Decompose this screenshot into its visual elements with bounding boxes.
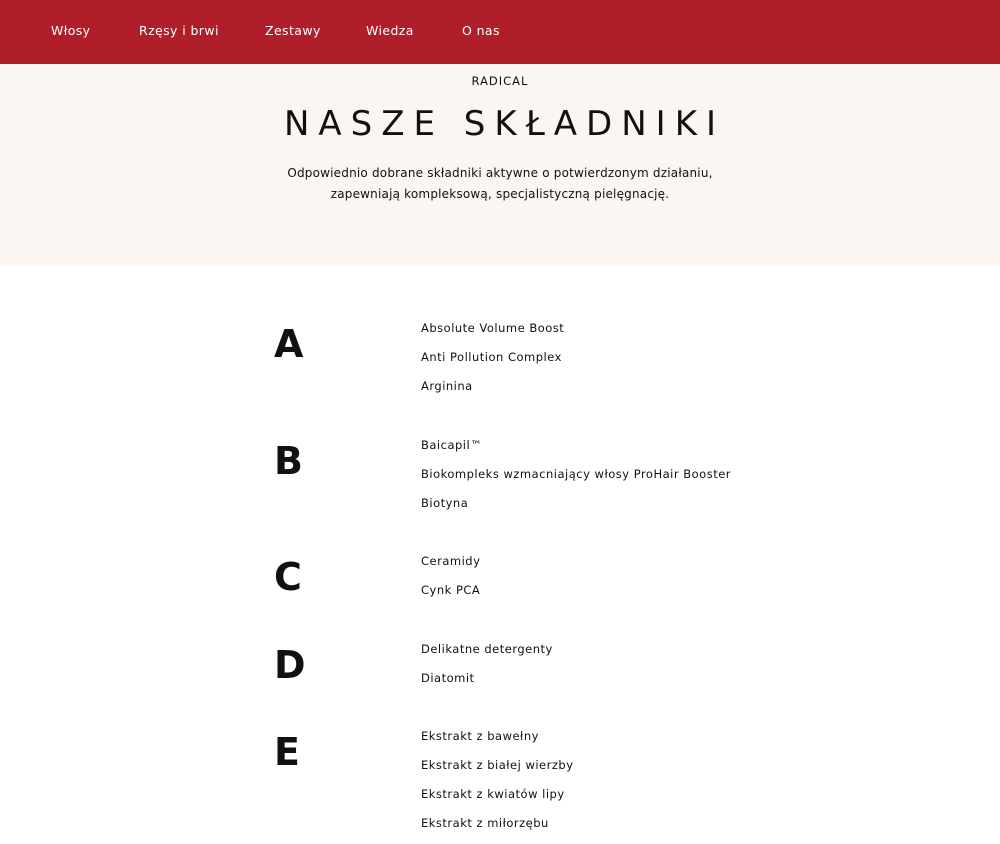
ingredient-link[interactable]: Ceramidy bbox=[421, 554, 481, 568]
brand-eyebrow: RADICAL bbox=[471, 74, 529, 88]
ingredient-link[interactable]: Ekstrakt z białej wierzby bbox=[421, 758, 574, 772]
ingredient-link[interactable]: Ekstrakt z bawełny bbox=[421, 729, 539, 743]
group-letter: C bbox=[274, 555, 302, 599]
hero-section bbox=[0, 64, 1000, 266]
group-letter: D bbox=[274, 643, 306, 687]
page-description-line-1: Odpowiednio dobrane składniki aktywne o potwierdzonym działaniu, bbox=[287, 166, 713, 180]
group-letter: E bbox=[274, 730, 300, 774]
ingredient-link[interactable]: Cynk PCA bbox=[421, 583, 481, 597]
ingredient-link[interactable]: Absolute Volume Boost bbox=[421, 321, 565, 335]
ingredient-link[interactable]: Arginina bbox=[421, 379, 473, 393]
nav-item-rzesy-i-brwi[interactable]: Rzęsy i brwi bbox=[139, 23, 219, 38]
ingredient-link[interactable]: Delikatne detergenty bbox=[421, 642, 553, 656]
nav-item-wlosy[interactable]: Włosy bbox=[51, 23, 91, 38]
top-navigation bbox=[0, 0, 1000, 64]
nav-item-zestawy[interactable]: Zestawy bbox=[265, 23, 321, 38]
nav-item-wiedza[interactable]: Wiedza bbox=[366, 23, 414, 38]
nav-item-o-nas[interactable]: O nas bbox=[462, 23, 500, 38]
ingredient-link[interactable]: Ekstrakt z miłorzębu bbox=[421, 816, 549, 830]
group-letter: A bbox=[274, 322, 304, 366]
ingredient-link[interactable]: Diatomit bbox=[421, 671, 475, 685]
ingredient-list bbox=[421, 728, 574, 844]
page-description-line-2: zapewniają kompleksową, specjalistyczną pielęgnację. bbox=[330, 187, 670, 201]
ingredient-link[interactable]: Ekstrakt z kwiatów lipy bbox=[421, 787, 565, 801]
ingredient-list bbox=[421, 320, 564, 407]
ingredient-link[interactable]: Baicapil™ bbox=[421, 438, 483, 452]
ingredient-link[interactable]: Biokompleks wzmacniający włosy ProHair Booster bbox=[421, 467, 732, 481]
ingredient-link[interactable]: Anti Pollution Complex bbox=[421, 350, 562, 364]
page-title: NASZE SKŁADNIKI bbox=[283, 104, 726, 144]
ingredient-list bbox=[421, 641, 553, 699]
ingredient-list bbox=[421, 553, 480, 611]
page-description bbox=[0, 163, 1000, 205]
ingredient-list bbox=[421, 437, 731, 524]
ingredient-link[interactable]: Biotyna bbox=[421, 496, 469, 510]
group-letter: B bbox=[274, 439, 303, 483]
